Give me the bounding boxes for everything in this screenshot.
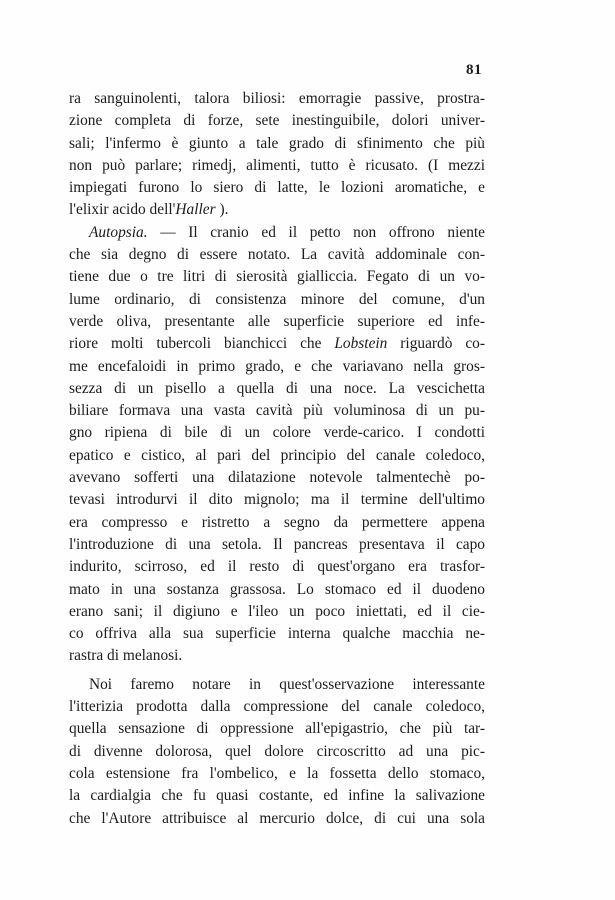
text-line: lume ordinario, di consistenza minore del comune, d'un bbox=[69, 290, 485, 308]
text-line: era compresso e ristretto a segno da permettere appena bbox=[69, 513, 485, 531]
text-line: quella sensazione di oppressione all'epigastrio, che più tar- bbox=[69, 720, 485, 738]
text-line: avevano sofferti una dilatazione notevole talmentechè po- bbox=[69, 469, 485, 487]
text-line: di divenne dolorosa, quel dolore circoscritto ad una pic- bbox=[69, 742, 485, 760]
text-line bbox=[69, 222, 485, 244]
text-line: ra sanguinolenti, talora biliosi: emorragie passive, prostra- bbox=[69, 90, 485, 107]
text-line: epatico e cistico, al pari del principio del canale coledoco, bbox=[69, 446, 485, 464]
text-line: tevasi introdurvi il dito mignolo; ma il termine dell'ultimo bbox=[69, 491, 485, 509]
section-heading-autopsia: Autopsia. bbox=[89, 223, 148, 241]
text-line: indurito, scirroso, ed il resto di quest'organo era trasfor- bbox=[69, 558, 485, 576]
text-line: Noi faremo notare in quest'osservazione interessante bbox=[89, 675, 485, 693]
text-line: non può parlare; rimedj, alimenti, tutto è ricusato. (I mezzi bbox=[69, 156, 485, 174]
page-number: 81 bbox=[466, 62, 482, 78]
text-line: biliare formava una vasta cavità più voluminosa di un pu- bbox=[69, 402, 485, 420]
paragraph-autopsy bbox=[69, 222, 485, 668]
text-line bbox=[69, 199, 485, 221]
text-fragment: riguardò co- bbox=[387, 335, 485, 353]
text-fragment: riore molti tubercoli bianchicci che bbox=[69, 335, 335, 353]
paragraph-observations bbox=[69, 674, 485, 830]
text-line: verde oliva, presentante alle superficie superiore ed infe- bbox=[69, 312, 485, 330]
text-fragment: — Il cranio ed il petto non offrono niente bbox=[147, 223, 485, 241]
author-name-lobstein: Lobstein bbox=[334, 335, 388, 353]
text-line: sali; l'infermo è giunto a tale grado di sfinimento che più bbox=[69, 134, 485, 152]
text-line: l'introduzione di una setola. Il pancreas presentava il capo bbox=[69, 535, 485, 553]
text-line: co offriva alla sua superficie interna qualche macchia ne- bbox=[69, 625, 485, 643]
text-line: gno ripiena di bile di un colore verde-carico. I condotti bbox=[69, 424, 485, 442]
text-fragment: ). bbox=[215, 201, 229, 219]
author-name-haller: Haller bbox=[175, 201, 216, 219]
text-line: la cardialgia che fu quasi costante, ed infine la salivazione bbox=[69, 787, 485, 805]
text-line: cola estensione fra l'ombelico, e la fossetta dello stomaco, bbox=[69, 764, 485, 782]
text-fragment: l'elixir acido dell' bbox=[69, 201, 176, 219]
text-line: rastra di melanosi. bbox=[69, 647, 183, 665]
text-line: me encefaloidi in primo grado, e che variavano nella gros- bbox=[69, 357, 485, 375]
text-line: impiegati furono lo siero di latte, le lozioni aromatiche, e bbox=[69, 179, 485, 197]
paragraph-symptoms bbox=[69, 88, 485, 222]
text-line: sezza di un pisello a quella di una noce. La vescichetta bbox=[69, 379, 485, 397]
text-line: tiene due o tre litri di sierosità gialliccia. Fegato di un vo- bbox=[69, 268, 485, 286]
text-line: erano sani; il digiuno e l'ileo un poco iniettati, ed il cie- bbox=[69, 602, 485, 620]
text-line: zione completa di forze, sete inestinguibile, dolori univer- bbox=[69, 112, 485, 130]
text-line: l'itterizia prodotta dalla compressione del canale coledoco, bbox=[69, 698, 485, 716]
text-line: che l'Autore attribuisce al mercurio dolce, di cui una sola bbox=[69, 809, 485, 827]
text-line: che sia degno di essere notato. La cavità addominale con- bbox=[69, 246, 485, 264]
text-line: mato in una sostanza grassosa. Lo stomaco ed il duodeno bbox=[69, 580, 485, 598]
text-line bbox=[69, 333, 485, 355]
body-text bbox=[69, 88, 485, 830]
